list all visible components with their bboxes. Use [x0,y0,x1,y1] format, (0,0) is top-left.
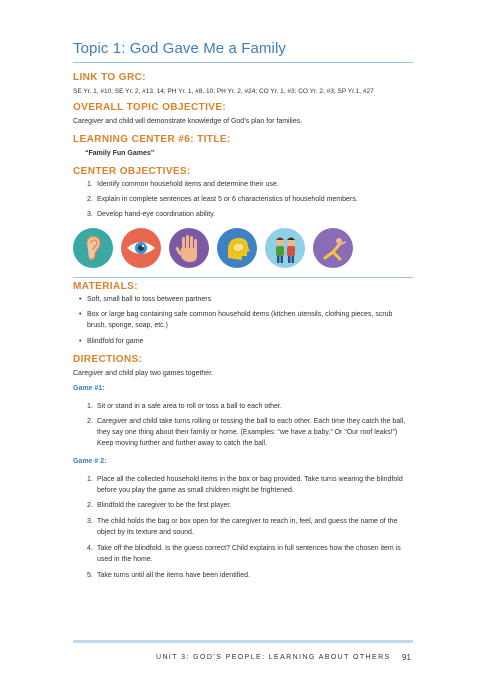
directions-intro: Caregiver and child play two games together. [73,370,214,377]
materials-heading: MATERIALS: [73,281,138,292]
brain-icon [217,228,257,268]
page-title: Topic 1: God Gave Me a Family [73,40,286,57]
learning-center-heading: LEARNING CENTER #6: TITLE: [73,134,231,145]
link-heading: LINK TO GRC: [73,72,146,83]
exercise-icon [313,228,353,268]
objective-heading: OVERALL TOPIC OBJECTIVE: [73,102,227,113]
objective-text: Caregiver and child will demonstrate knowledge of God’s plan for families. [73,118,303,125]
learning-center-title: “Family Fun Games” [85,150,155,157]
section-divider [73,277,413,278]
footer-divider [73,640,413,643]
directions-heading: DIRECTIONS: [73,354,143,365]
center-objectives-heading: CENTER OBJECTIVES: [73,166,191,177]
ear-icon [73,228,113,268]
document-page: Topic 1: God Gave Me a Family LINK TO GRC: SE Yr. 1, #10; SE Yr. 2, #13, 14; PH Yr. 1, #8, 10; PH Yr. 2, #24; CO Yr. 1, #3; CO Yr. 2, #3; SP Yr.1, #27 OVERALL TOPIC OBJECTIVE: Caregiver and child will demonstrate knowledge of God’s plan for families. LEARNING CENTER #6: TITLE: “Family Fun Games” CENTER OBJECTIVES: 1. Identify common household items and determine their use. 2. Explain in complete sentences at least 5 or 6 characteristics of household members. 3. Develop hand-eye coordination ability. MATERIALS: • Soft, small ball to toss between partners • Box or large bag containing safe common household items (kitchen utensils, clothing pieces, scrub brush, sponge, soap, etc.) • Blindfold for game DIRECTIONS: Caregiver and child play two games together. Game #1: 1. Sit or stand in a safe area to roll or toss a ball to each other. 2. Caregiver and child take turns rolling or tossing the ball to each other. Each time they catch the ball, they say one thing about their family or home. (Examples: “we have a baby.” Or “Our roof leaks!”) Keep moving further and further away to catch the ball. Game # 2: 1. Place all the collected household items in the box or bag provided. Take turns wearing the blindfold before you play the game as small children might be frightened. 2. Blindfold the caregiver to be the first player. 3. The child holds the bag or box open for the caregiver to reach in, feel, and guess the name of the object by its texture and sound. 4. Take off the blindfold. Is the guess correct? Child explains in full sentences how the chosen item is used in the home. 5. Take turns until all the items have been identified. UNIT 3: GOD’S PEOPLE: LEARNING ABOUT OTHERS 91 [0,0,487,688]
game1-heading: Game #1: [73,385,105,392]
hand-icon [169,228,209,268]
eye-icon [121,228,161,268]
title-divider [73,62,413,63]
sensory-icons-row [73,228,353,270]
game2-heading: Game # 2: [73,458,107,465]
link-text: SE Yr. 1, #10; SE Yr. 2, #13, 14; PH Yr. 1, #8, 10; PH Yr. 2, #24; CO Yr. 1, #3; CO Yr. 2, #3; SP Yr.1, #27 [73,88,374,95]
page-number: 91 [402,653,411,662]
children-icon [265,228,305,268]
running-footer: UNIT 3: GOD’S PEOPLE: LEARNING ABOUT OTHERS [156,654,391,661]
